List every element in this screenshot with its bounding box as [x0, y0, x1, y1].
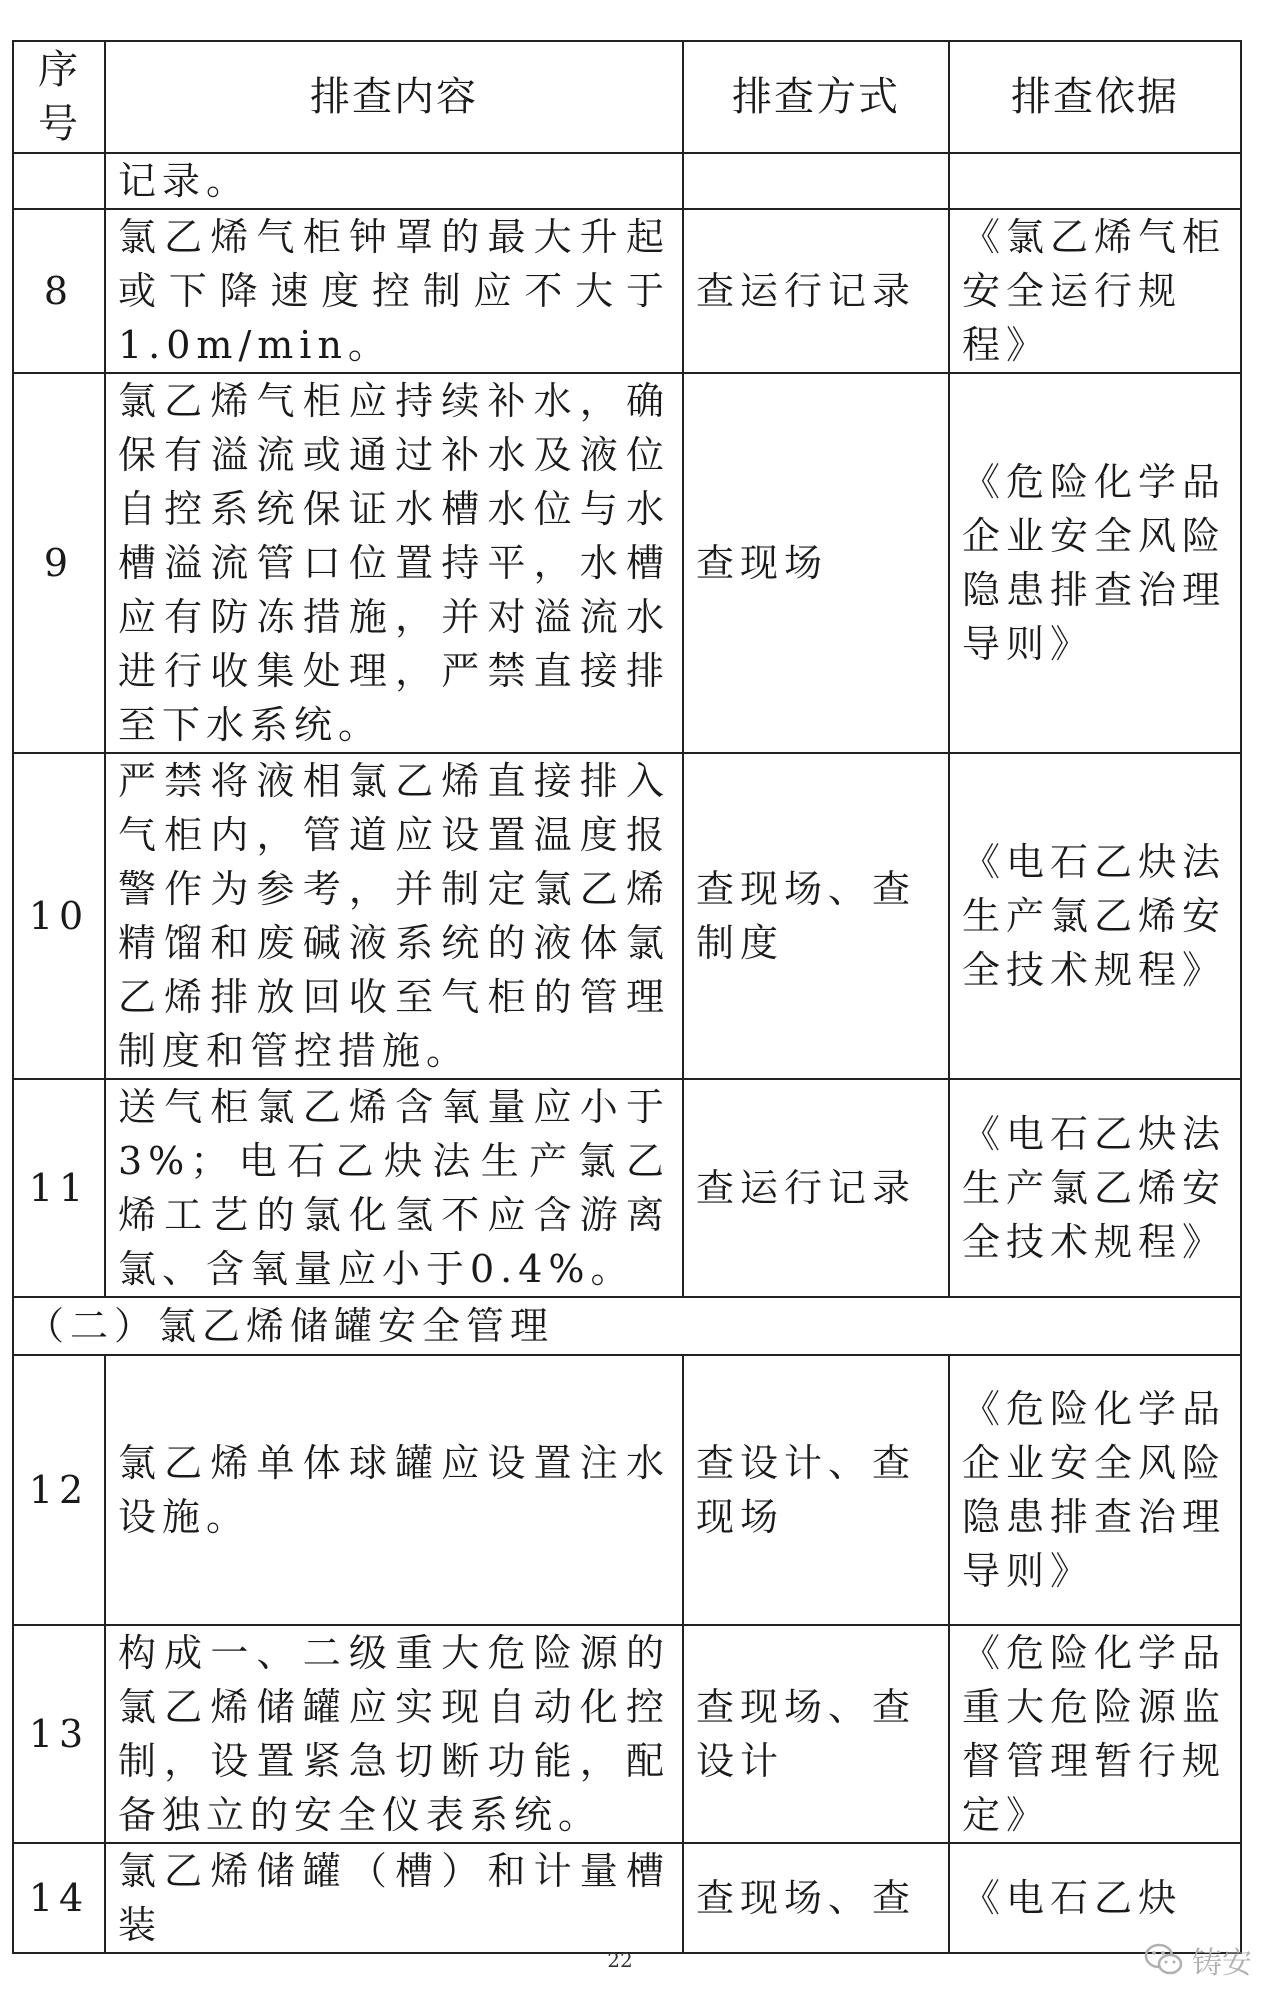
row-method: 查现场、查设计: [683, 1625, 949, 1843]
row-content: 送气柜氯乙烯含氧量应小于3%；电石乙炔法生产氯乙烯工艺的氯化氢不应含游离氯、含氧量应小于0.4%。: [105, 1079, 683, 1297]
row-number: 10: [13, 753, 105, 1079]
row-content: 氯乙烯单体球罐应设置注水设施。: [105, 1355, 683, 1625]
header-inspection-basis: 排查依据: [949, 41, 1241, 153]
header-serial-number: 序号: [13, 41, 105, 153]
row-basis: 《危险化学品企业安全风险隐患排查治理导则》: [949, 373, 1241, 753]
row-number: 11: [13, 1079, 105, 1297]
row-basis: 《电石乙炔法生产氯乙烯安全技术规程》: [949, 1079, 1241, 1297]
row-method: 查现场、查制度: [683, 753, 949, 1079]
table-row: [13, 153, 1241, 209]
row-content: 氯乙烯气柜钟罩的最大升起或下降速度控制应不大于1.0m/min。: [105, 209, 683, 373]
header-inspection-content: 排查内容: [105, 41, 683, 153]
row-number: 8: [13, 209, 105, 373]
row-basis: 《危险化学品重大危险源监督管理暂行规定》: [949, 1625, 1241, 1843]
header-inspection-method: 排查方式: [683, 41, 949, 153]
page-number: 22: [607, 1948, 633, 1972]
row-content: 严禁将液相氯乙烯直接排入气柜内，管道应设置温度报警作为参考，并制定氯乙烯精馏和废碱液系统的液体氯乙烯排放回收至气柜的管理制度和管控措施。: [105, 753, 683, 1079]
row-method: [683, 153, 949, 209]
wechat-icon: [1144, 1943, 1184, 1977]
inspection-table: [12, 40, 1242, 1954]
table-row: [13, 1355, 1241, 1625]
row-number: 12: [13, 1355, 105, 1625]
row-basis: 《危险化学品企业安全风险隐患排查治理导则》: [949, 1355, 1241, 1625]
table-row: [13, 1079, 1241, 1297]
row-basis: 《电石乙炔: [949, 1843, 1241, 1953]
row-number: 9: [13, 373, 105, 753]
row-basis: 《电石乙炔法生产氯乙烯安全技术规程》: [949, 753, 1241, 1079]
row-method: 查现场、查: [683, 1843, 949, 1953]
row-content: 氯乙烯储罐（槽）和计量槽装: [105, 1843, 683, 1953]
row-number: 14: [13, 1843, 105, 1953]
row-basis: [949, 153, 1241, 209]
row-method: 查运行记录: [683, 1079, 949, 1297]
table-row: [13, 1843, 1241, 1953]
row-number: [13, 153, 105, 209]
watermark: [1144, 1938, 1252, 1982]
section-row: [13, 1297, 1241, 1355]
watermark-text: 铸安: [1192, 1946, 1252, 1981]
table-row: [13, 753, 1241, 1079]
section-heading: （二）氯乙烯储罐安全管理: [13, 1297, 1241, 1355]
table-row: [13, 1625, 1241, 1843]
row-number: 13: [13, 1625, 105, 1843]
table-row: [13, 373, 1241, 753]
row-basis: 《氯乙烯气柜安全运行规程》: [949, 209, 1241, 373]
table-row: [13, 209, 1241, 373]
row-content: 构成一、二级重大危险源的氯乙烯储罐应实现自动化控制，设置紧急切断功能，配备独立的安全仪表系统。: [105, 1625, 683, 1843]
row-method: 查运行记录: [683, 209, 949, 373]
row-method: 查设计、查现场: [683, 1355, 949, 1625]
row-method: 查现场: [683, 373, 949, 753]
row-content: 氯乙烯气柜应持续补水，确保有溢流或通过补水及液位自控系统保证水槽水位与水槽溢流管口位置持平，水槽应有防冻措施，并对溢流水进行收集处理，严禁直接排至下水系统。: [105, 373, 683, 753]
table-header-row: [13, 41, 1241, 153]
row-content: 记录。: [105, 153, 683, 209]
